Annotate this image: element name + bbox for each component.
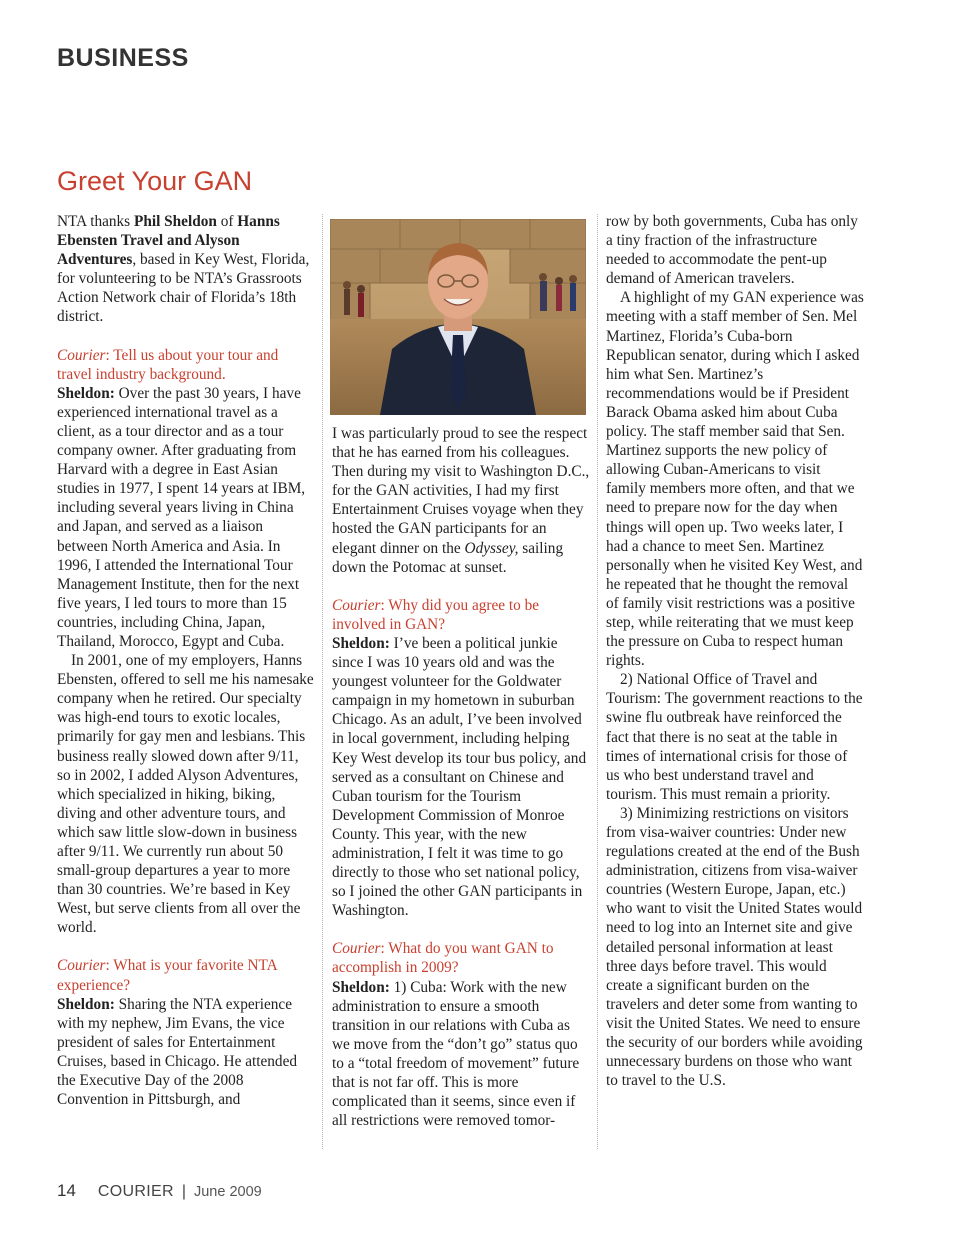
photo-illustration	[330, 219, 586, 415]
answer-text: Sharing the NTA experience with my nephew, Jim Evans, the vice president of sales for Entertainment Cruises, based in Chicago. He attended the Executive Day of the 2008 Convention in Pittsburgh, and	[57, 995, 298, 1109]
answer-paragraph	[332, 978, 591, 1131]
question-text: : What do you want GAN to accomplish in 2009?	[332, 940, 554, 977]
question-prefix: Courier	[57, 346, 106, 364]
answer-paragraph: A highlight of my GAN experience was meeting with a staff member of Sen. Mel Martinez, Florida’s Cuba-born Republican senator, during which I asked him what Sen. Martinez’s recommendations would be if President Barack Obama asked him about Cuba policy. The staff member said that Sen. Martinez supports the new policy of allowing Cuban-Americans to visit family members more often, and that we need to prepare now for the day when things will open up. Two weeks later, I had a chance to meet Sen. Martinez personally when he visited Key West, and he repeated that he thought the removal of family visit restrictions was a positive step, while reiterating that we must keep the pressure on Cuba to respect human rights.	[606, 289, 864, 670]
column-2	[332, 424, 591, 1130]
answer-speaker: Sheldon:	[332, 634, 390, 652]
page-footer	[57, 1181, 262, 1201]
intro-text: , based in Key West, Florida, for volunteering to be NTA’s Grassroots Action Network chair of Florida’s 18th district.	[57, 251, 310, 326]
question	[57, 346, 315, 384]
column-1	[57, 212, 315, 1109]
question-text: : Tell us about your tour and travel industry background.	[57, 346, 279, 383]
answer-paragraph: row by both governments, Cuba has only a tiny fraction of the infrastructure needed to accommodate the pent-up demand of American travelers.	[606, 213, 858, 288]
intro-text: NTA thanks	[57, 213, 134, 230]
answer-text: 1) Cuba: Work with the new administration to ensure a smooth transition in our relations with Cuba as we move from the “don’t go” status quo to a “total freedom of movement” future that is not far off. This is more complicated than it seems, since even if all restrictions were removed tomor-	[332, 978, 580, 1130]
answer-paragraph: 2) National Office of Travel and Tourism: The government reactions to the swine flu outbreak have reinforced the fact that there is no seat at the table in times of international crisis for those of us who best understand travel and tourism. This must remain a priority.	[606, 671, 863, 803]
footer-separator: |	[181, 1183, 186, 1200]
column-divider	[322, 214, 323, 1149]
question-text: : Why did you agree to be involved in GAN?	[332, 596, 540, 633]
article-headline: Greet Your GAN	[57, 166, 253, 196]
section-label: BUSINESS	[57, 44, 189, 72]
question-text: : What is your favorite NTA experience?	[57, 957, 277, 994]
question	[332, 939, 591, 977]
answer-text: Over the past 30 years, I have experienced international travel as a client, as a tour director and as a tour company owner. After graduating from Harvard with a degree in East Asian studies in 1977, I spent 14 years at IBM, including several years living in China and Japan, and served as a liaison between North America and Asia. In 1996, I attended the International Tour Management Institute, then for the next five years, I led tours to more than 15 countries, including China, Japan, Thailand, Morocco, Egypt and Cuba.	[57, 384, 306, 650]
answer-text: I was particularly proud to see the respect that he has earned from his colleagues. Then during my visit to Washington D.C., for the GAN activities, I had my first Entertainment Cruises voyage when they hosted the GAN participants for an elegant dinner on the	[332, 425, 590, 557]
intro-name: Phil Sheldon	[133, 213, 217, 230]
question-prefix: Courier	[57, 957, 106, 975]
magazine-name: COURIER	[97, 1183, 174, 1200]
answer-speaker: Sheldon:	[332, 978, 390, 996]
intro-companies: Hanns Ebensten Travel and Alyson Adventures	[57, 213, 280, 269]
answer-paragraph	[332, 424, 591, 577]
answer-text: I’ve been a political junkie since I was 10 years old and was the youngest volunteer for the Goldwater campaign in my hometown in suburban Chicago. As an adult, I’ve been involved in local government, including helping Key West develop its tour bus policy, and served as a consultant on Chinese and Cuban tourism for the Tourism Development Commission of Monroe County. This year, with the new administration, I felt it was time to go directly to those who set national policy, so I joined the other GAN participants in Washington.	[332, 634, 587, 920]
answer-paragraph	[332, 634, 591, 920]
answer-text: sailing down the Potomac at sunset.	[332, 539, 564, 576]
intro-paragraph	[57, 212, 315, 327]
question-prefix: Courier	[332, 940, 381, 958]
page-number: 14	[57, 1181, 76, 1200]
answer-speaker: Sheldon:	[57, 995, 115, 1013]
answer-paragraph: 3) Minimizing restrictions on visitors from visa-waiver countries: Under new regulations created at the end of the Bush administration, citizens from visa-waiver countries (Western Europe, Japan, etc.) who want to visit the United States would need to log into an Internet site and give detailed personal information at least three days before travel. This would create a significant burden on the travelers and deter some from wanting to visit the United States. We need to ensure the security of our borders while avoiding unnecessary burdens on those who want to travel to the U.S.	[606, 804, 863, 1090]
answer-speaker: Sheldon:	[57, 384, 115, 402]
ship-name: Odyssey,	[464, 539, 519, 557]
answer-paragraph: In 2001, one of my employers, Hanns Ebensten, offered to sell me his namesake company when he retired. Our specialty was high-end tours to exotic locales, primarily for gay men and lesbians. This business really slowed down after 9/11, so in 2002, I added Alyson Adventures, which specialized in hiking, biking, diving and other adventure tours, and which saw little slow-down in business after 9/11. We currently run about 50 small-group departures a year to more than 30 countries. We’re based in Key West, but serve clients from all over the world.	[57, 652, 314, 937]
issue-date: June 2009	[193, 1184, 262, 1200]
portrait-photo	[330, 219, 586, 415]
question	[57, 956, 315, 994]
question-prefix: Courier	[332, 596, 381, 614]
intro-text: of	[216, 213, 238, 230]
answer-paragraph	[57, 384, 315, 651]
question	[332, 596, 591, 634]
column-divider	[597, 214, 598, 1149]
answer-paragraph	[57, 995, 315, 1110]
column-3	[606, 212, 864, 1090]
